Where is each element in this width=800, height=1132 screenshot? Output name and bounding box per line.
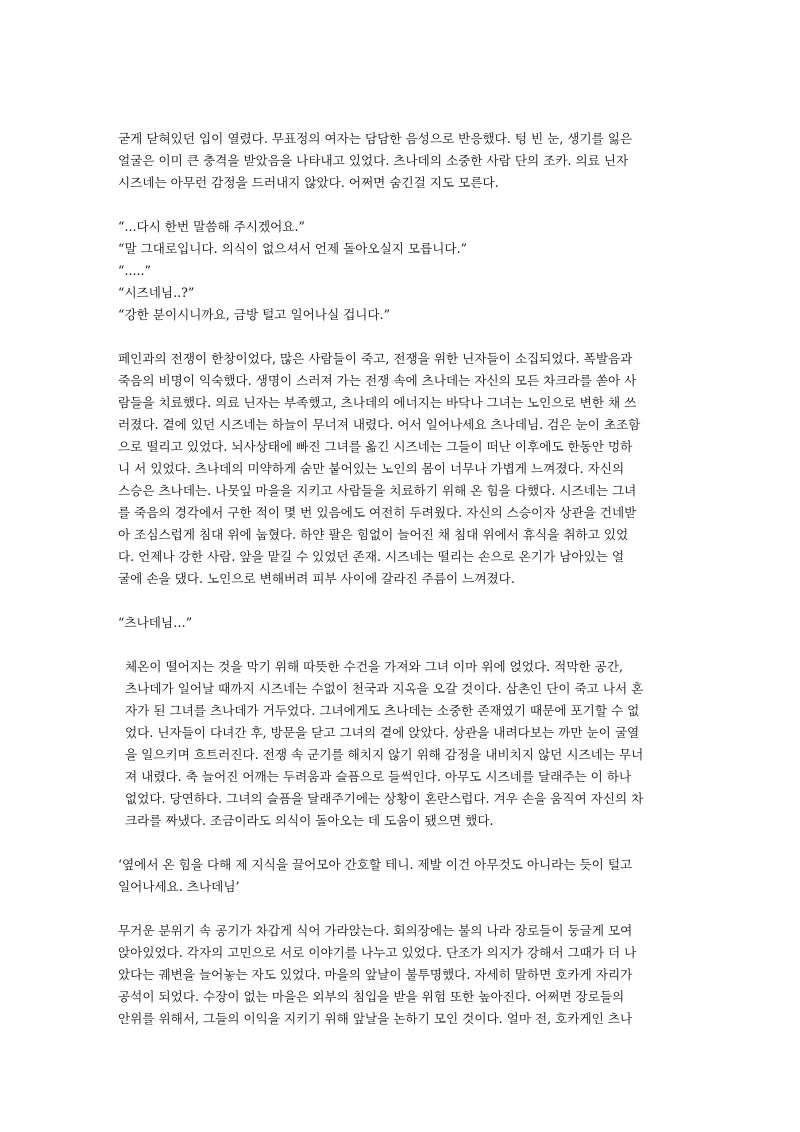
- paragraph-council: [118, 920, 684, 1030]
- text-line: 크라를 짜냈다. 조금이라도 의식이 돌아오는 데 도움이 됐으면 했다.: [125, 813, 494, 828]
- text-line: ‘옆에서 온 힘을 다해 제 지식을 끌어모아 간호할 테니. 제발 이건 아무것도 아니라는 듯이 털고: [118, 857, 633, 872]
- text-line: 아 조심스럽게 침대 위에 눕혔다. 하얀 팔은 힘없이 늘어진 채 침대 위에서 휴식을 취하고 있었: [118, 527, 629, 542]
- text-line: 었다. 닌자들이 다녀간 후, 방문을 닫고 그녀의 곁에 앉았다. 상관을 내려다보는 까만 눈이 굴열: [125, 725, 640, 740]
- text-line: 굳게 닫혀있던 입이 열렸다. 무표정의 여자는 담담한 음성으로 반응했다. 텅 빈 눈, 생기를 잃은: [118, 131, 633, 146]
- text-line: 없었다. 당연하다. 그녀의 슬픔을 달래주기에는 상황이 혼란스럽다. 겨우 손을 움직여 자신의 차: [125, 791, 644, 806]
- paragraph-vigil: [118, 656, 684, 832]
- text-line: 다. 언제나 강한 사람. 앞을 맡길 수 있었던 존재. 시즈네는 떨리는 손으로 온기가 남아있는 얼: [118, 549, 625, 564]
- dialogue-line: “...다시 한번 말씀해 주시겠어요.”: [118, 219, 305, 234]
- dialogue-line: “.....”: [118, 263, 151, 278]
- text-line: 았다는 궤변을 늘어놓는 자도 있었다. 마을의 앞날이 불투명했다. 자세히 말하면 호카게 자리가: [118, 967, 633, 982]
- text-line: 죽음의 비명이 익숙했다. 생명이 스러져 가는 전쟁 속에 츠나데는 자신의 모든 차크라를 쏟아 사: [118, 373, 637, 388]
- text-line: 니 서 있었다. 츠나데의 미약하게 숨만 붙어있는 노인의 몸이 너무나 가볍게 느껴졌다. 자신의: [118, 461, 625, 476]
- dialogue-line: “말 그대로입니다. 의식이 없으셔서 언제 돌아오실지 모릅니다.”: [118, 241, 468, 256]
- text-line: 람들을 치료했다. 의료 닌자는 부족했고, 츠나데의 에너지는 바닥나 그녀는 노인으로 변한 채 쓰: [118, 395, 637, 410]
- text-line: 으로 떨리고 있었다. 뇌사상태에 빠진 그녀를 옮긴 시즈네는 그들이 떠난 이후에도 한동안 멍하: [118, 439, 633, 454]
- text-line: 무거운 분위기 속 공기가 차갑게 식어 가라앉는다. 회의장에는 불의 나라 장로들이 둥글게 모여: [118, 923, 633, 938]
- dialogue-line: “츠나데님…”: [118, 615, 193, 630]
- text-line: 를 죽음의 경각에서 구한 적이 몇 번 있음에도 여전히 두려웠다. 자신의 스승이자 상관을 건네받: [118, 505, 637, 520]
- dialogue-line: “강한 분이시니까요, 금방 털고 일어나실 겁니다.”: [118, 307, 391, 322]
- text-line: 공석이 되었다. 수장이 없는 마을은 외부의 침입을 받을 위험 또한 높아진다. 어쩌면 장로들의: [118, 989, 625, 1004]
- text-line: 스승은 츠나데는. 나뭇잎 마을을 지키고 사람들을 치료하기 위해 온 힘을 다했다. 시즈네는 그녀: [118, 483, 637, 498]
- paragraph-thought: [118, 854, 684, 898]
- paragraph-call: [118, 612, 684, 634]
- text-line: 얼굴은 이미 큰 충격을 받았음을 나타내고 있었다. 츠나데의 소중한 사람 단의 조카. 의료 닌자: [118, 153, 629, 168]
- text-line: 페인과의 전쟁이 한창이었다, 많은 사람들이 죽고, 전쟁을 위한 닌자들이 소집되었다. 폭발음과: [118, 351, 633, 366]
- text-line: 시즈네는 아무런 감정을 드러내지 않았다. 어쩌면 숨긴걸 지도 모른다.: [118, 175, 499, 190]
- dialogue-line: “시즈네님..?”: [118, 285, 195, 300]
- text-line: 자가 된 그녀를 츠나데가 거두었다. 그녀에게도 츠나데는 소중한 존재였기 때문에 포기할 수 없: [125, 703, 640, 718]
- paragraph-war: [118, 348, 684, 590]
- paragraph-opening: [118, 128, 684, 194]
- document-body: [118, 128, 684, 1052]
- text-line: 체온이 떨어지는 것을 막기 위해 따뜻한 수건을 가져와 그녀 이마 위에 얹었다. 적막한 공간,: [125, 659, 624, 674]
- text-line: 러졌다. 곁에 있던 시즈네는 하늘이 무너져 내렸다. 어서 일어나세요 츠나데님. 검은 눈이 초조함: [118, 417, 641, 432]
- dialogue-block: [118, 216, 684, 326]
- text-line: 을 일으키며 흐트러진다. 전쟁 속 군기를 해치지 않기 위해 감정을 내비치지 않던 시즈네는 무너: [125, 747, 644, 762]
- text-line: 져 내렸다. 축 늘어진 어깨는 두려움과 슬픔으로 들썩인다. 아무도 시즈네를 달래주는 이 하나: [125, 769, 632, 784]
- text-line: 일어나세요. 츠나데님’: [118, 879, 240, 894]
- text-line: 츠나데가 일어날 때까지 시즈네는 수없이 천국과 지옥을 오갈 것이다. 삼촌인 단이 죽고 나서 혼: [125, 681, 644, 696]
- text-line: 굴에 손을 댔다. 노인으로 변해버려 피부 사이에 갈라진 주름이 느껴졌다.: [118, 571, 515, 586]
- text-line: 앉아있었다. 각자의 고민으로 서로 이야기를 나누고 있었다. 단조가 의지가 강해서 그때가 더 나: [118, 945, 637, 960]
- text-line: 안위를 위해서, 그들의 이익을 지키기 위해 앞날을 논하기 모인 것이다. 얼마 전, 호카게인 츠나: [118, 1011, 633, 1026]
